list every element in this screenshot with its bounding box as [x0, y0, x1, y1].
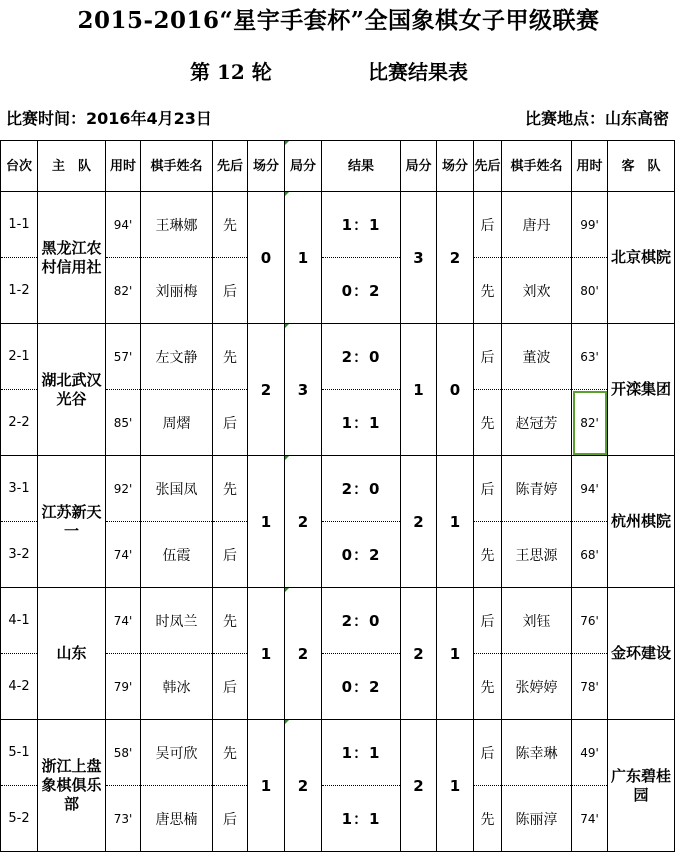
away-player-cell[interactable]: 陈丽淳 — [502, 786, 572, 852]
away-time-cell[interactable]: 99' — [572, 192, 608, 258]
home-team-cell[interactable]: 黑龙江农村信用社 — [38, 192, 106, 324]
home-order-cell[interactable]: 先 — [213, 324, 248, 390]
home-team-cell[interactable]: 江苏新天一 — [38, 456, 106, 588]
home-time-cell[interactable]: 74' — [106, 588, 141, 654]
board-number-cell[interactable]: 4-1 — [1, 588, 38, 654]
away-team-cell[interactable]: 开滦集团 — [608, 324, 675, 456]
result-cell[interactable]: 1：1 — [322, 192, 401, 258]
away-game-points-cell[interactable]: 2 — [401, 456, 437, 588]
away-order-cell[interactable]: 先 — [474, 390, 502, 456]
away-time-cell[interactable]: 78' — [572, 654, 608, 720]
col-header-home-player[interactable]: 棋手姓名 — [141, 141, 213, 192]
board-number-cell[interactable]: 1-2 — [1, 258, 38, 324]
home-player-cell[interactable]: 刘丽梅 — [141, 258, 213, 324]
home-match-points-cell[interactable]: 1 — [248, 720, 285, 852]
away-team-cell[interactable]: 杭州棋院 — [608, 456, 675, 588]
col-header-away-match-points[interactable]: 场分 — [437, 141, 474, 192]
away-player-cell[interactable]: 王思源 — [502, 522, 572, 588]
result-cell[interactable]: 0：2 — [322, 258, 401, 324]
home-player-cell[interactable]: 周熠 — [141, 390, 213, 456]
board-number-cell[interactable]: 1-1 — [1, 192, 38, 258]
col-header-home-team[interactable]: 主 队 — [38, 141, 106, 192]
away-player-cell[interactable]: 董波 — [502, 324, 572, 390]
home-player-cell[interactable]: 张国凤 — [141, 456, 213, 522]
away-order-cell[interactable]: 后 — [474, 588, 502, 654]
home-order-cell[interactable]: 先 — [213, 720, 248, 786]
home-time-cell[interactable]: 79' — [106, 654, 141, 720]
col-header-away-team[interactable]: 客 队 — [608, 141, 675, 192]
away-time-cell-selected[interactable]: 82' — [572, 390, 608, 456]
table-row — [1, 192, 675, 258]
away-game-points-cell[interactable]: 3 — [401, 192, 437, 324]
away-order-cell[interactable]: 先 — [474, 522, 502, 588]
away-match-points-cell[interactable]: 2 — [437, 192, 474, 324]
board-number-cell[interactable]: 4-2 — [1, 654, 38, 720]
home-player-cell[interactable]: 伍霞 — [141, 522, 213, 588]
home-time-cell[interactable]: 94' — [106, 192, 141, 258]
col-header-board[interactable]: 台次 — [1, 141, 38, 192]
home-team-cell[interactable]: 湖北武汉光谷 — [38, 324, 106, 456]
away-order-cell[interactable]: 先 — [474, 654, 502, 720]
away-team-cell[interactable]: 广东碧桂园 — [608, 720, 675, 852]
away-time-cell[interactable]: 76' — [572, 588, 608, 654]
round-label: 第 12 轮 — [190, 60, 272, 84]
col-header-away-game-points[interactable]: 局分 — [401, 141, 437, 192]
home-time-cell[interactable]: 58' — [106, 720, 141, 786]
result-cell[interactable]: 1：1 — [322, 786, 401, 852]
away-player-cell[interactable]: 刘钰 — [502, 588, 572, 654]
home-player-cell[interactable]: 吴可欣 — [141, 720, 213, 786]
home-game-points-cell[interactable]: 1 — [285, 192, 322, 324]
result-cell[interactable]: 0：2 — [322, 654, 401, 720]
board-number-cell[interactable]: 2-1 — [1, 324, 38, 390]
away-player-cell[interactable]: 张婷婷 — [502, 654, 572, 720]
away-game-points-cell[interactable]: 1 — [401, 324, 437, 456]
away-team-cell[interactable]: 北京棋院 — [608, 192, 675, 324]
home-team-cell[interactable]: 山东 — [38, 588, 106, 720]
home-player-cell[interactable]: 左文静 — [141, 324, 213, 390]
result-cell[interactable]: 0：2 — [322, 522, 401, 588]
col-header-away-time[interactable]: 用时 — [572, 141, 608, 192]
col-header-home-order[interactable]: 先后 — [213, 141, 248, 192]
home-order-cell[interactable]: 后 — [213, 390, 248, 456]
home-order-cell[interactable]: 先 — [213, 588, 248, 654]
home-order-cell[interactable]: 后 — [213, 522, 248, 588]
sheet-name-label: 比赛结果表 — [368, 60, 468, 84]
away-order-cell[interactable]: 后 — [474, 720, 502, 786]
home-order-cell[interactable]: 后 — [213, 786, 248, 852]
home-time-cell[interactable]: 57' — [106, 324, 141, 390]
away-player-cell[interactable]: 唐丹 — [502, 192, 572, 258]
away-time-cell[interactable]: 49' — [572, 720, 608, 786]
home-player-cell[interactable]: 王琳娜 — [141, 192, 213, 258]
page-title: 2015-2016“星宇手套杯”全国象棋女子甲级联赛 — [77, 7, 600, 34]
away-team-cell[interactable]: 金环建设 — [608, 588, 675, 720]
home-match-points-cell[interactable]: 2 — [248, 324, 285, 456]
away-time-cell[interactable]: 68' — [572, 522, 608, 588]
home-time-cell[interactable]: 73' — [106, 786, 141, 852]
table-row — [1, 456, 675, 522]
away-time-cell[interactable]: 63' — [572, 324, 608, 390]
away-match-points-cell[interactable]: 1 — [437, 456, 474, 588]
away-match-points-cell[interactable]: 0 — [437, 324, 474, 456]
away-time-cell[interactable]: 74' — [572, 786, 608, 852]
col-header-home-match-points[interactable]: 场分 — [248, 141, 285, 192]
result-cell[interactable]: 1：1 — [322, 390, 401, 456]
away-player-cell[interactable]: 刘欢 — [502, 258, 572, 324]
away-match-points-cell[interactable]: 1 — [437, 720, 474, 852]
match-venue-label: 比赛地点：山东高密 — [524, 109, 669, 128]
home-game-points-cell[interactable]: 2 — [285, 588, 322, 720]
result-cell[interactable]: 2：0 — [322, 324, 401, 390]
away-match-points-cell[interactable]: 1 — [437, 588, 474, 720]
away-player-cell[interactable]: 赵冠芳 — [502, 390, 572, 456]
col-header-home-game-points[interactable]: 局分 — [285, 141, 322, 192]
home-time-cell[interactable]: 85' — [106, 390, 141, 456]
home-match-points-cell[interactable]: 0 — [248, 192, 285, 324]
board-number-cell[interactable]: 3-1 — [1, 456, 38, 522]
home-player-cell[interactable]: 韩冰 — [141, 654, 213, 720]
home-player-cell[interactable]: 唐思楠 — [141, 786, 213, 852]
home-time-cell[interactable]: 92' — [106, 456, 141, 522]
away-order-cell[interactable]: 后 — [474, 456, 502, 522]
table-row — [1, 720, 675, 786]
away-order-cell[interactable]: 先 — [474, 258, 502, 324]
home-game-points-cell[interactable]: 2 — [285, 456, 322, 588]
away-player-cell[interactable]: 陈青婷 — [502, 456, 572, 522]
board-number-cell[interactable]: 3-2 — [1, 522, 38, 588]
away-time-cell[interactable]: 80' — [572, 258, 608, 324]
board-number-cell[interactable]: 5-1 — [1, 720, 38, 786]
home-order-cell[interactable]: 先 — [213, 456, 248, 522]
table-row — [1, 588, 675, 654]
table-row — [1, 324, 675, 390]
page-subtitle — [0, 56, 677, 84]
home-match-points-cell[interactable]: 1 — [248, 588, 285, 720]
away-order-cell[interactable]: 先 — [474, 786, 502, 852]
board-number-cell[interactable]: 2-2 — [1, 390, 38, 456]
home-time-cell[interactable]: 82' — [106, 258, 141, 324]
result-cell[interactable]: 2：0 — [322, 588, 401, 654]
result-cell[interactable]: 2：0 — [322, 456, 401, 522]
col-header-away-order[interactable]: 先后 — [474, 141, 502, 192]
home-time-cell[interactable]: 74' — [106, 522, 141, 588]
col-header-result[interactable]: 结果 — [322, 141, 401, 192]
away-game-points-cell[interactable]: 2 — [401, 720, 437, 852]
home-order-cell[interactable]: 后 — [213, 654, 248, 720]
home-match-points-cell[interactable]: 1 — [248, 456, 285, 588]
away-game-points-cell[interactable]: 2 — [401, 588, 437, 720]
away-order-cell[interactable]: 后 — [474, 192, 502, 258]
board-number-cell[interactable]: 5-2 — [1, 786, 38, 852]
results-table — [0, 140, 675, 852]
home-order-cell[interactable]: 先 — [213, 192, 248, 258]
home-team-cell[interactable]: 浙江上盘象棋俱乐部 — [38, 720, 106, 852]
home-game-points-cell[interactable]: 2 — [285, 720, 322, 852]
home-order-cell[interactable]: 后 — [213, 258, 248, 324]
away-player-cell[interactable]: 陈幸琳 — [502, 720, 572, 786]
away-time-cell[interactable]: 94' — [572, 456, 608, 522]
col-header-home-time[interactable]: 用时 — [106, 141, 141, 192]
away-order-cell[interactable]: 后 — [474, 324, 502, 390]
header-row — [1, 141, 675, 192]
result-cell[interactable]: 1：1 — [322, 720, 401, 786]
match-time-label: 比赛时间：2016年4月23日 — [6, 109, 212, 128]
col-header-away-player[interactable]: 棋手姓名 — [502, 141, 572, 192]
home-player-cell[interactable]: 时凤兰 — [141, 588, 213, 654]
home-game-points-cell[interactable]: 3 — [285, 324, 322, 456]
